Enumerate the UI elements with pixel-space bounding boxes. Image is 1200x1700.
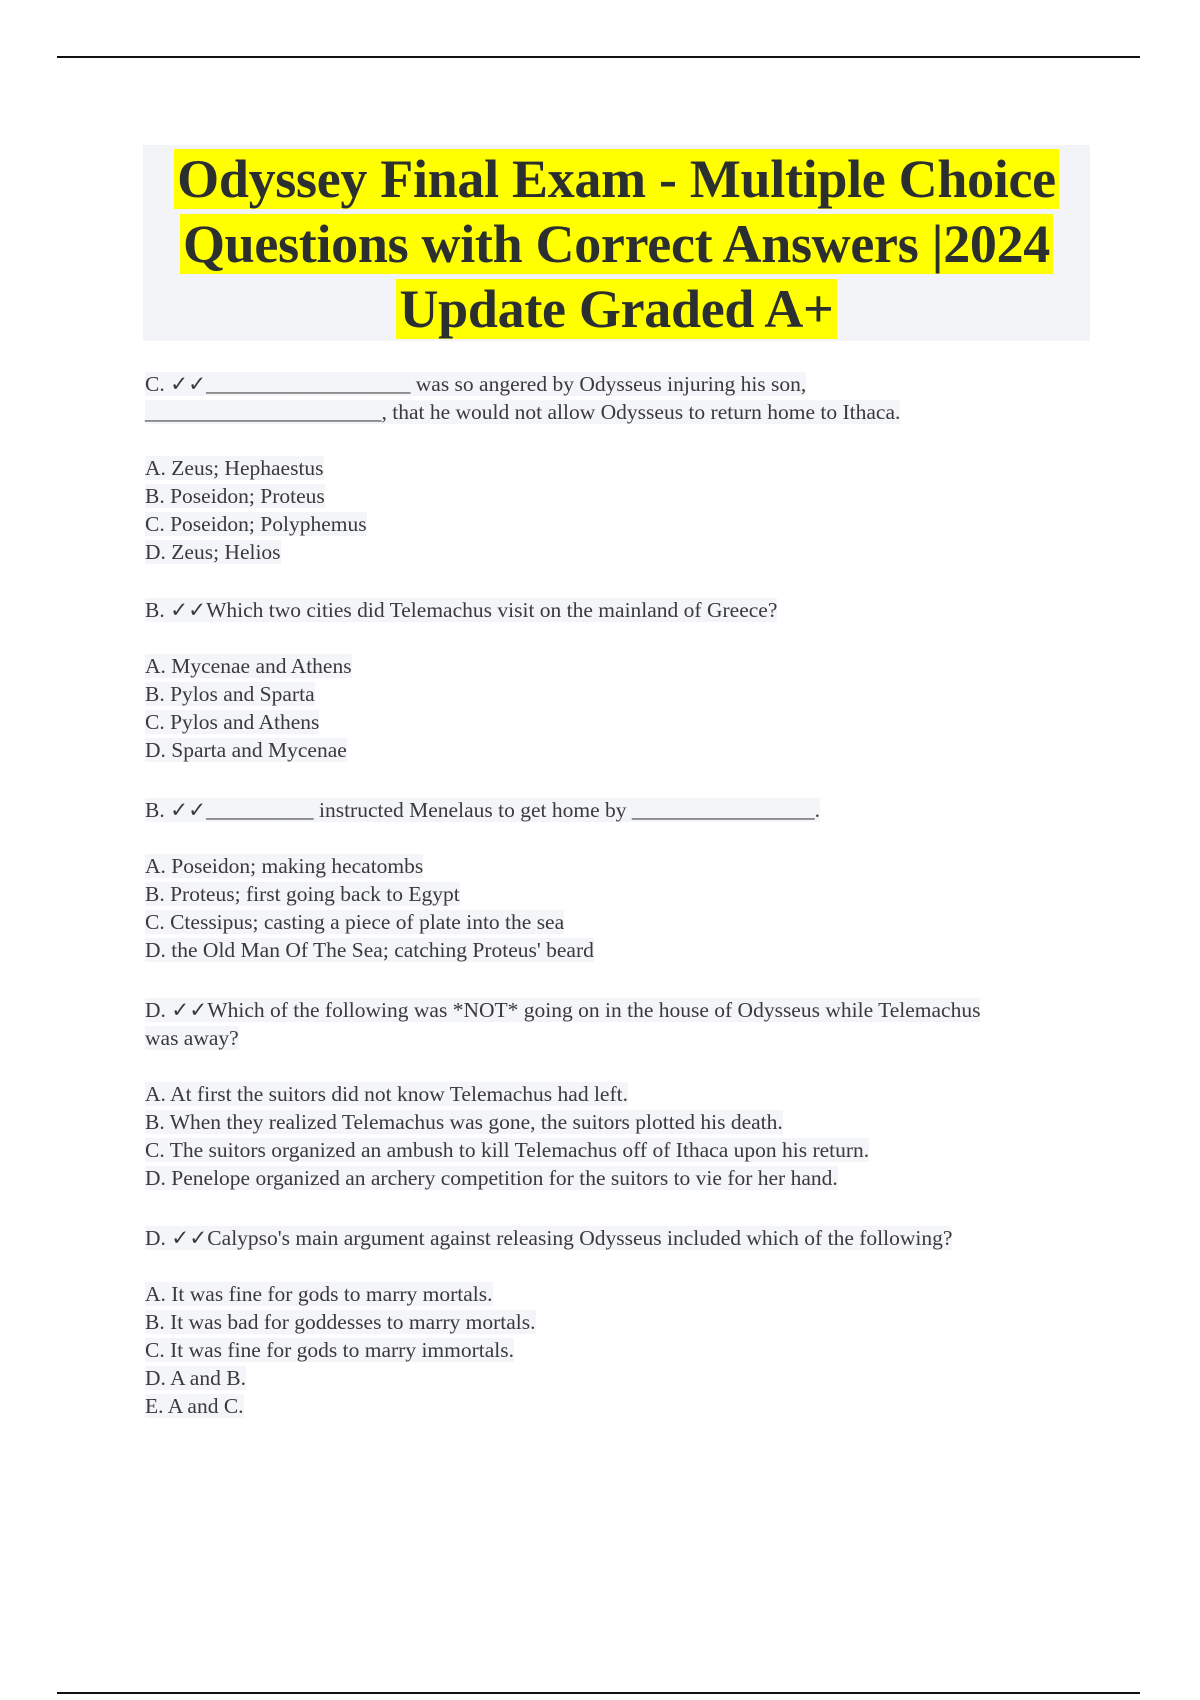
question-line: was away? (145, 1026, 239, 1050)
title-line: Odyssey Final Exam - Multiple Choice (174, 149, 1059, 209)
option: C. Poseidon; Polyphemus (145, 512, 367, 536)
option: A. It was fine for gods to marry mortals. (145, 1282, 493, 1306)
question-text (145, 796, 820, 824)
option: A. Poseidon; making hecatombs (145, 854, 424, 878)
option: C. It was fine for gods to marry immortals. (145, 1338, 515, 1362)
option: B. Proteus; first going back to Egypt (145, 882, 460, 906)
title-line: Questions with Correct Answers |2024 (180, 214, 1053, 274)
option: D. the Old Man Of The Sea; catching Proteus' beard (145, 938, 594, 962)
option: A. Zeus; Hephaestus (145, 456, 324, 480)
options (145, 1280, 952, 1420)
option: B. Poseidon; Proteus (145, 484, 325, 508)
option: A. Mycenae and Athens (145, 654, 352, 678)
option: E. A and C. (145, 1394, 244, 1418)
option: D. Zeus; Helios (145, 540, 281, 564)
bottom-rule (57, 1692, 1140, 1694)
question-1 (145, 370, 900, 566)
question-4 (145, 996, 980, 1192)
document-title (143, 147, 1090, 342)
option: B. It was bad for goddesses to marry mortals. (145, 1310, 536, 1334)
question-line: C. ✓✓___________________ was so angered by Odysseus injuring his son, (145, 372, 807, 396)
option: C. Ctessipus; casting a piece of plate into the sea (145, 910, 565, 934)
question-3 (145, 796, 820, 964)
question-text (145, 1224, 952, 1252)
question-text (145, 996, 980, 1052)
question-5 (145, 1224, 952, 1420)
option: D. Sparta and Mycenae (145, 738, 347, 762)
option: C. The suitors organized an ambush to kill Telemachus off of Ithaca upon his return. (145, 1138, 870, 1162)
question-2 (145, 596, 777, 764)
option: B. When they realized Telemachus was gone, the suitors plotted his death. (145, 1110, 783, 1134)
question-line: ______________________, that he would not allow Odysseus to return home to Ithaca. (145, 400, 901, 424)
title-line: Update Graded A+ (396, 279, 836, 339)
question-text (145, 370, 900, 426)
option: D. Penelope organized an archery competition for the suitors to vie for her hand. (145, 1166, 838, 1190)
question-line: B. ✓✓__________ instructed Menelaus to get home by _________________. (145, 798, 820, 822)
option: A. At first the suitors did not know Telemachus had left. (145, 1082, 628, 1106)
title-block (143, 145, 1090, 341)
options (145, 454, 900, 566)
top-rule (57, 56, 1140, 58)
options (145, 852, 820, 964)
option: C. Pylos and Athens (145, 710, 320, 734)
question-line: D. ✓✓Which of the following was *NOT* going on in the house of Odysseus while Telemachus (145, 998, 981, 1022)
option: D. A and B. (145, 1366, 246, 1390)
option: B. Pylos and Sparta (145, 682, 315, 706)
options (145, 1080, 980, 1192)
question-text (145, 596, 777, 624)
options (145, 652, 777, 764)
question-line: B. ✓✓Which two cities did Telemachus visit on the mainland of Greece? (145, 598, 778, 622)
question-line: D. ✓✓Calypso's main argument against releasing Odysseus included which of the following? (145, 1226, 953, 1250)
